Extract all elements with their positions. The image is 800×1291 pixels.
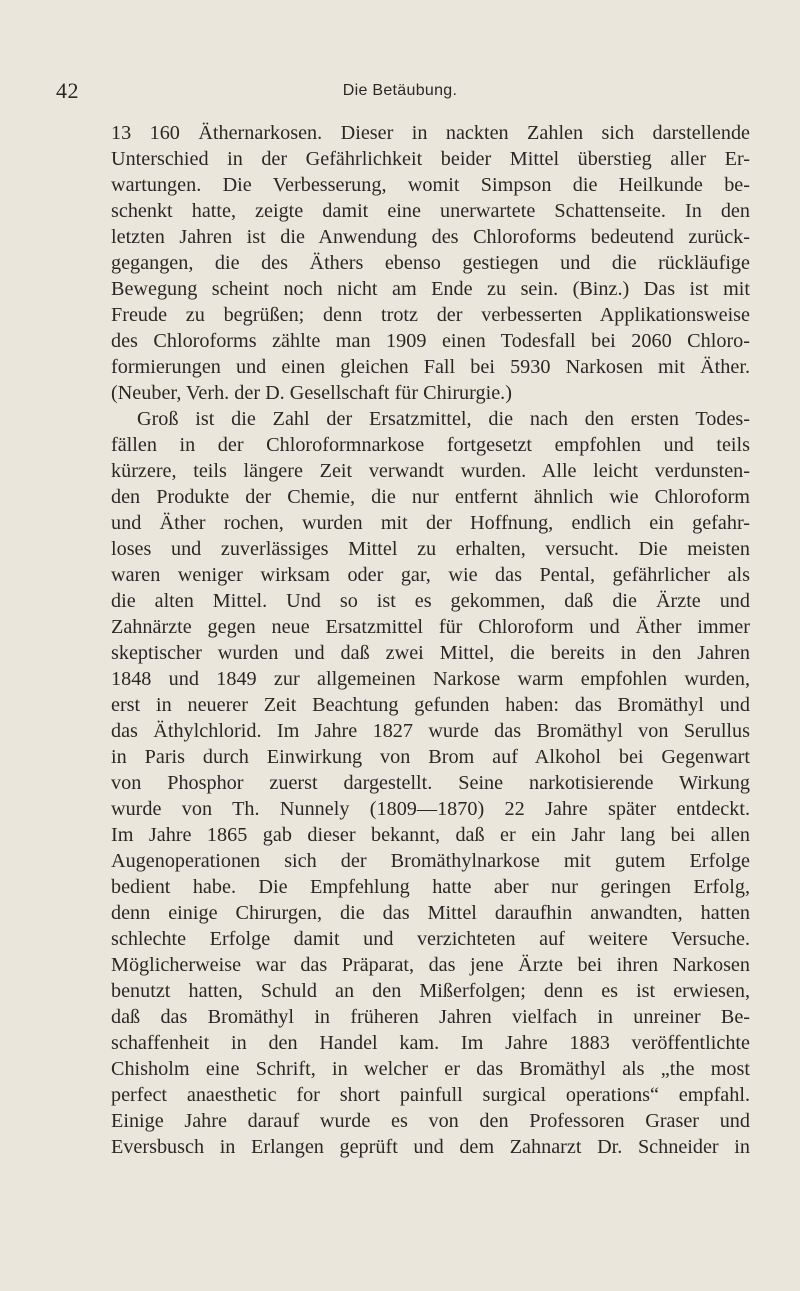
text-line: bedient habe. Die Empfehlung hatte aber nur geringen Erfolg, [111,876,750,898]
text-line: 1848 und 1849 zur allgemeinen Narkose warm empfohlen wurden, [111,668,750,690]
text-line: Chisholm eine Schrift, in welcher er das Bromäthyl als „the most [111,1058,750,1080]
text-line: loses und zuverlässiges Mittel zu erhalten, versucht. Die meisten [111,538,750,560]
text-line: Freude zu begrüßen; denn trotz der verbesserten Applikationsweise [111,304,750,326]
text-line: und Äther rochen, wurden mit der Hoffnung, endlich ein gefahr- [111,512,750,534]
text-line: fällen in der Chloroformnarkose fortgesetzt empfohlen und teils [111,434,750,456]
running-head: Die Betäubung. [342,82,458,99]
text-line: erst in neuerer Zeit Beachtung gefunden haben: das Bromäthyl und [111,694,750,716]
body-text [111,120,750,1160]
text-line: das Äthylchlorid. Im Jahre 1827 wurde das Bromäthyl von Serullus [111,720,750,742]
text-line: Möglicherweise war das Präparat, das jene Ärzte bei ihren Narkosen [111,954,750,976]
text-line: schenkt hatte, zeigte damit eine unerwartete Schattenseite. In den [111,200,750,222]
text-line: Einige Jahre darauf wurde es von den Professoren Graser und [111,1110,750,1132]
text-line: in Paris durch Einwirkung von Brom auf Alkohol bei Gegenwart [111,746,750,768]
page-number: 42 [56,78,79,103]
text-line: kürzere, teils längere Zeit verwandt wurden. Alle leicht verdunsten- [111,460,750,482]
text-line: Bewegung scheint noch nicht am Ende zu sein. (Binz.) Das ist mit [111,278,750,300]
text-line: 13 160 Äthernarkosen. Dieser in nackten Zahlen sich darstellende [111,122,750,144]
text-line: Zahnärzte gegen neue Ersatzmittel für Chloroform und Äther immer [111,616,750,638]
text-line: Unterschied in der Gefährlichkeit beider Mittel überstieg aller Er- [111,148,750,170]
text-line: Augenoperationen sich der Bromäthylnarkose mit gutem Erfolge [111,850,750,872]
text-line: denn einige Chirurgen, die das Mittel daraufhin anwandten, hatten [111,902,750,924]
text-line: letzten Jahren ist die Anwendung des Chloroforms bedeutend zurück- [111,226,750,248]
text-line: perfect anaesthetic for short painfull surgical operations“ empfahl. [111,1084,750,1106]
text-line: den Produkte der Chemie, die nur entfernt ähnlich wie Chloroform [111,486,750,508]
text-line: Im Jahre 1865 gab dieser bekannt, daß er ein Jahr lang bei allen [111,824,750,846]
text-line: schaffenheit in den Handel kam. Im Jahre 1883 veröffentlichte [111,1032,750,1054]
text-line: des Chloroforms zählte man 1909 einen Todesfall bei 2060 Chloro- [111,330,750,352]
text-line: benutzt hatten, Schuld an den Mißerfolgen; denn es ist erwiesen, [111,980,750,1002]
text-line: wartungen. Die Verbesserung, womit Simpson die Heilkunde be- [111,174,750,196]
text-line: (Neuber, Verh. der D. Gesellschaft für Chirurgie.) [111,382,512,404]
text-line: die alten Mittel. Und so ist es gekommen, daß die Ärzte und [111,590,750,612]
text-line: daß das Bromäthyl in früheren Jahren vielfach in unreiner Be- [111,1006,750,1028]
text-line: wurde von Th. Nunnely (1809—1870) 22 Jahre später entdeckt. [111,798,750,820]
text-line: Eversbusch in Erlangen geprüft und dem Zahnarzt Dr. Schneider in [111,1136,750,1158]
text-line: formierungen und einen gleichen Fall bei 5930 Narkosen mit Äther. [111,356,750,378]
text-line: Groß ist die Zahl der Ersatzmittel, die nach den ersten Todes- [137,408,750,430]
text-line: schlechte Erfolge damit und verzichteten auf weitere Versuche. [111,928,750,950]
text-line: skeptischer wurden und daß zwei Mittel, die bereits in den Jahren [111,642,750,664]
text-line: gegangen, die des Äthers ebenso gestiegen und die rückläufige [111,252,750,274]
text-line: von Phosphor zuerst dargestellt. Seine narkotisierende Wirkung [111,772,750,794]
text-line: waren weniger wirksam oder gar, wie das Pental, gefährlicher als [111,564,750,586]
